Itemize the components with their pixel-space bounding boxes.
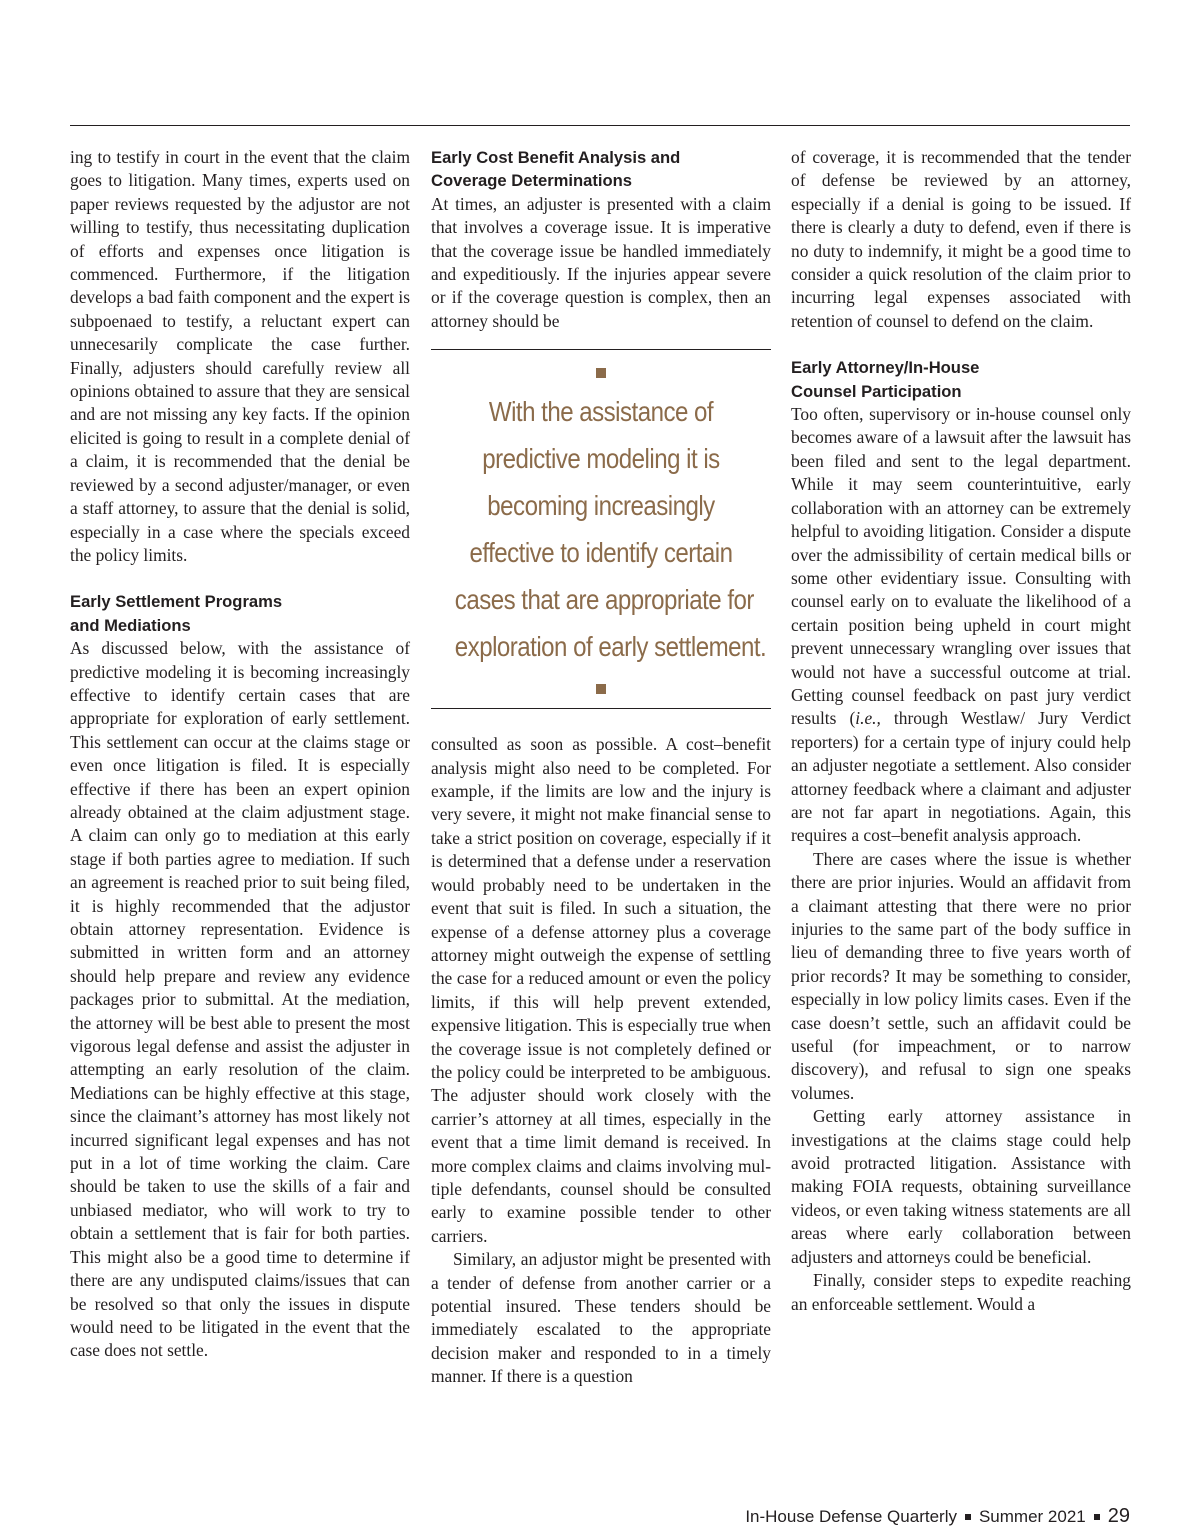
pull-quote-line: cases that are appropriate for bbox=[454, 584, 754, 616]
middle-paragraph-1: At times, an adjuster is presented with a claim that involves a coverage issue. It is imperative that the coverage issue be handled immediately and expeditiously. If the injuries appear severe or if the coverage question is complex, then an attorney should be bbox=[431, 193, 771, 331]
left-column bbox=[70, 146, 410, 1363]
right-column bbox=[791, 146, 1131, 1316]
pull-quote-line: becoming increasingly bbox=[487, 490, 715, 522]
right-paragraph-3: There are cases where the issue is whether there are prior injuries. Would an affidavit from a claimant attesting that there were no prior injuries to the same part of the body suffice in lieu of demanding three to five years worth of prior records? It may be something to consider, especially in low policy limits cases. Even if the case doesn’t settle, such an affidavit could be useful (for impeachment, or to narrow discovery), and refusal to sign one speaks volumes. bbox=[791, 848, 1131, 1103]
pull-quote-top-square-icon bbox=[596, 368, 606, 378]
page-footer bbox=[745, 1505, 1130, 1528]
pull-quote-line: predictive modeling it is bbox=[482, 443, 720, 475]
left-heading-line-2: and Mediations bbox=[70, 615, 191, 635]
right-paragraph-2-start: Too often, supervisory or in-house counsel only becomes aware of a lawsuit after the lawsuit has been filed and sent to the legal department. While it may seem counterintuitive, early collaboration with an attorney can be extremely helpful to avoiding litigation. Consider a dispute over the admissibility of certain medical bills or some other evidentiary issue. Consulting with counsel early on to evaluate the likelihood of a certain position being upheld in court might prevent unnecessary wrangling over issues that would not have a successful outcome at trial. Getting counsel feedback on past jury verdict results ( bbox=[791, 404, 1131, 729]
right-paragraph-2 bbox=[791, 403, 1131, 848]
pull-quote-line: effective to identify certain bbox=[469, 537, 733, 569]
page-number: 29 bbox=[1107, 1505, 1130, 1527]
middle-paragraph-2: consulted as soon as possible. A cost–benefit analysis might also need to be completed. For example, if the limits are low and the injury is very severe, it might not make financial sense to take a strict position on coverage, especially if it is determined that a defense under a reservation would probably need to be undertaken in the event that suit is filed. In such a situation, the expense of a defense attorney plus a coverage attorney might outweigh the expense of settling the case for a reduced amount or even the policy limits, if this will help prevent extended, expensive litigation. This is especially true when the coverage issue is not completely defined or the policy could be interpreted to be ambiguous. The adjuster should work closely with the carrier’s attorney at all times, especially in the event that a time limit demand is received. In more complex claims and claims involving multiple defendants, counsel should be consulted early to examine possible tender to other carriers. bbox=[431, 734, 771, 1246]
footer-publication: In-House Defense Quarterly bbox=[745, 1506, 957, 1526]
right-heading-line-1: Early Attorney/In-House bbox=[791, 358, 980, 378]
footer-issue: Summer 2021 bbox=[978, 1506, 1086, 1526]
middle-heading-line-2: Coverage Determinations bbox=[431, 171, 633, 191]
right-paragraph-5: Finally, consider steps to expedite reaching an enforceable settlement. Would a bbox=[791, 1270, 1131, 1314]
middle-heading-line-1: Early Cost Benefit Analysis and bbox=[431, 148, 681, 167]
left-paragraph-2: As discussed below, with the assistance of predictive modeling it is becoming increasingly effective to identify certain cases that are appropriate for exploration of early settlement. This settlement can occur at the claims stage or even once litigation is filed. It is especially effective if there has been an expert opinion already obtained at the claim adjustment stage. A claim can only go to mediation at this early stage if both parties agree to mediation. If such an agreement is reached prior to suit being filed, it is highly recommended that the adjustor obtain attorney representation. Evidence is submitted in written form and an attorney should help prepare and review any evidence packages prior to submittal. At the mediation, the attorney will be best able to present the most vigorous legal defense and assist the adjuster in attempting an early resolution of the claim. Mediations can be highly effective at this stage, since the claimant’s attorney has most likely not incurred significant legal expenses and has not put in a lot of time working the claim. Care should be taken to use the skills of a fair and unbiased mediator, who will work to try to obtain a settlement that is fair for both parties. This might also be a good time to determine if there are any undisputed claims/issues that can be resolved so that only the issues in dispute would need to be litigated in the event that the case does not settle. bbox=[70, 638, 410, 1361]
footer-separator-icon bbox=[965, 1514, 971, 1520]
left-paragraph-1: ing to testify in court in the event that the claim goes to litigation. Many times, experts used on paper reviews requested by the adjustor are not willing to testify, thus necessitating duplication of efforts and expenses once litigation is commenced. Furthermore, if the litigation develops a bad faith component and the expert is subpoenaed to testify, a reluctant expert can unnecesarily complicate the case further. Finally, adjusters should carefully review all opinions obtained to assure that they are sensical and are not missing any key facts. If the opinion elicited is going to result in a complete denial of a claim, it is recommended that the denial be reviewed by a second adjuster/manager, or even a staff attorney, to assure that the denial is solid, especially in a case where the specials exceed the policy limits. bbox=[70, 147, 410, 565]
pull-quote-bottom-square-icon bbox=[596, 684, 606, 694]
left-heading-line-1: Early Settlement Programs bbox=[70, 592, 283, 612]
right-paragraph-2-italic: i.e., bbox=[855, 708, 881, 729]
pull-quote bbox=[431, 349, 771, 709]
middle-column bbox=[431, 146, 771, 1389]
right-paragraph-4: Getting early attorney assistance in investigations at the claims stage could help avoid protracted litigation. Assistance with making FOIA requests, obtaining surveillance videos, or even taking witness statements are all areas where early collaboration between adjusters and attorneys could be beneficial. bbox=[791, 1106, 1131, 1267]
footer-separator-icon bbox=[1094, 1514, 1100, 1520]
right-heading-line-2: Counsel Participation bbox=[791, 381, 962, 401]
pull-quote-line: With the assistance of bbox=[488, 396, 714, 428]
right-paragraph-1: of coverage, it is recommended that the tender of defense be reviewed by an attorney, especially if a denial is going to be issued. If there is clearly a duty to defend, even if there is no duty to indemnify, it might be a good time to consider a quick resolution of the claim prior to incurring legal expenses associated with retention of counsel to defend on the claim. bbox=[791, 147, 1131, 331]
middle-paragraph-3: Similary, an adjustor might be presented with a tender of defense from another carrier or a potential insured. These tenders should be immediately escalated to the appropriate decision maker and responded to in a timely manner. If there is a question bbox=[431, 1249, 771, 1387]
right-paragraph-2-end: through Westlaw/ Jury Verdict reporters) for a certain type of injury could help an adjuster negotiate a settlement. Also consider attorney feedback where a claimant and adjuster are not far apart in negotiations. Again, this requires a cost–benefit analysis approach. bbox=[791, 708, 1132, 846]
pull-quote-line: exploration of early settlement. bbox=[454, 631, 767, 663]
header-rule bbox=[70, 125, 1130, 126]
